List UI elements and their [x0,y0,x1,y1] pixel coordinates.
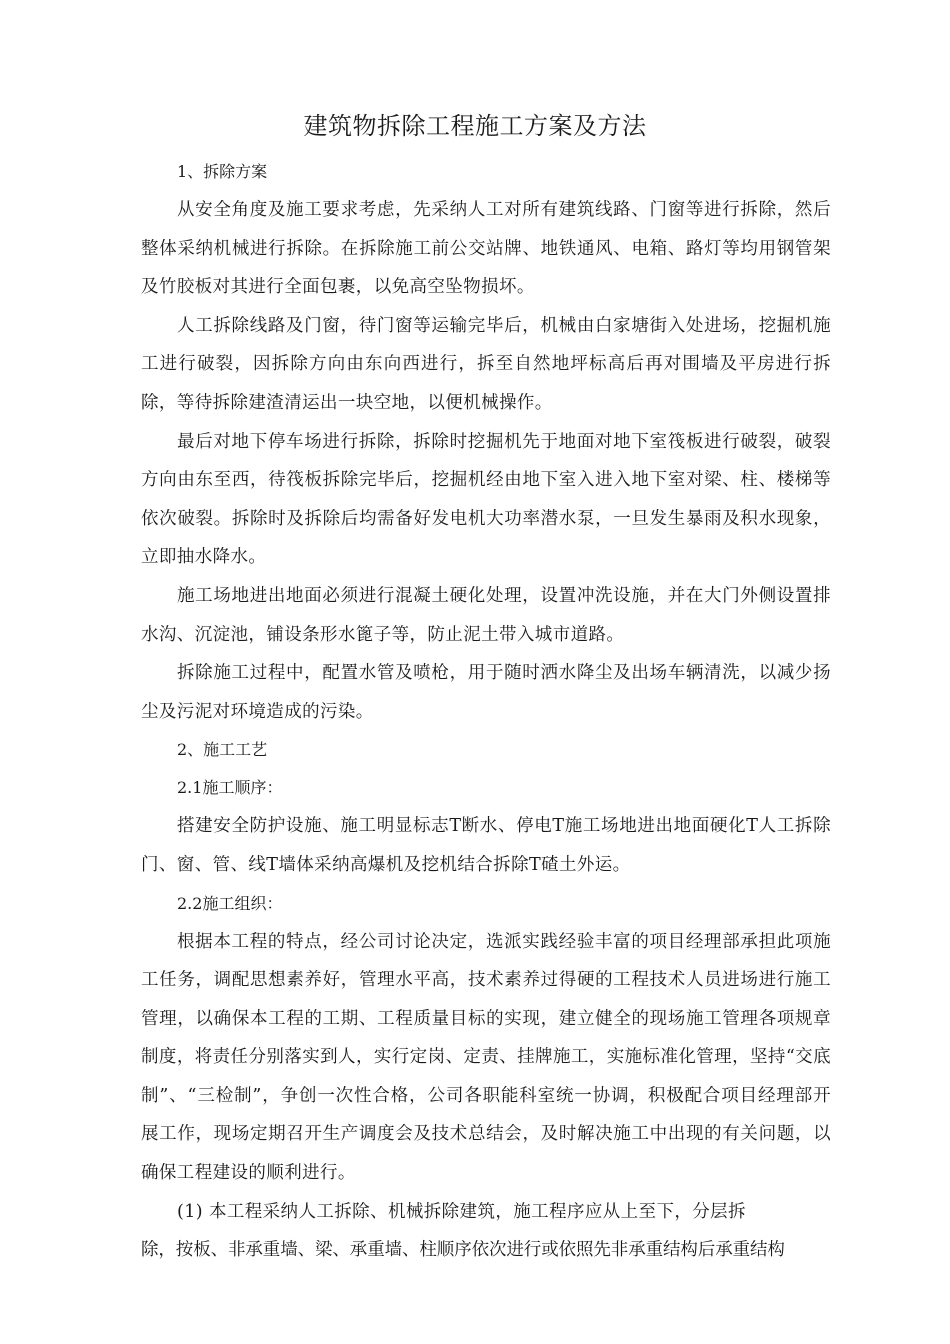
paragraph-5: 拆除施工过程中，配置水管及喷枪，用于随时洒水降尘及出场车辆清洗，以减少扬尘及污泥对环境造成的污染。 [141,663,831,722]
paragraph-1: 从安全角度及施工要求考虑，先采纳人工对所有建筑线路、门窗等进行拆除，然后整体采纳机械进行拆除。在拆除施工前公交站牌、地铁通风、电箱、路灯等均用钢管架及竹胶板对其进行全面包裹，以免高空坠物损坏。 [141,200,831,298]
paragraph-3: 最后对地下停车场进行拆除，拆除时挖掘机先于地面对地下室筏板进行破裂，破裂方向由东至西，待筏板拆除完毕后，挖掘机经由地下室入进入地下室对梁、柱、楼梯等依次破裂。拆除时及拆除后均需备好发电机大功率潜水泵，一旦发生暴雨及积水现象，立即抽水降水。 [141,431,831,568]
paragraph-2: 人工拆除线路及门窗，待门窗等运输完毕后，机械由白家塘街入处进场，挖掘机施工进行破裂，因拆除方向由东向西进行，拆至自然地坪标高后再对围墙及平房进行拆除，等待拆除建渣清运出一块空地，以便机械操作。 [141,315,831,413]
paragraph-6: 搭建安全防护设施、施工明显标志T断水、停电T施工场地进出地面硬化T人工拆除门、窗、管、线T墙体采纳高爆机及挖机结合拆除T碴土外运。 [141,816,831,875]
paragraph-4: 施工场地进出地面必须进行混凝土硬化处理，设置冲洗设施，并在大门外侧设置排水沟、沉淀池，铺设条形水篦子等，防止泥土带入城市道路。 [141,585,831,645]
paragraph-8-line-2: 除，按板、非承重墙、梁、承重墙、柱顺序依次进行或依照先非承重结构后承重结构 [141,1240,785,1261]
paragraph-7: 根据本工程的特点，经公司讨论决定，选派实践经验丰富的项目经理部承担此项施工任务，调配思想素养好，管理水平高，技术素养过得硬的工程技术人员进场进行施工管理，以确保本工程的工期、工程质量目标的实现，建立健全的现场施工管理各项规章制度，将责任分别落实到人，实行定岗、定责、挂牌施工，实施标准化管理，坚持“交底制”、“三检制”，争创一次性合格，公司各职能科室统一协调，积极配合项目经理部开展工作，现场定期召开生产调度会及技术总结会，及时解决施工中出现的有关问题，以确保工程建设的顺利进行。 [141,931,831,1184]
document-title: 建筑物拆除工程施工方案及方法 [303,112,647,140]
document-body [141,153,831,1270]
section-heading-1: 1、拆除方案 [177,162,268,181]
subsection-heading-2-2: 2.2施工组织： [177,893,283,913]
subsection-heading-2-1: 2.1施工顺序： [177,778,283,798]
section-heading-2: 2、施工工艺 [177,740,268,760]
paragraph-8-line-1: (1) 本工程采纳人工拆除、机械拆除建筑，施工程序应从上至下，分层拆 [177,1201,746,1222]
